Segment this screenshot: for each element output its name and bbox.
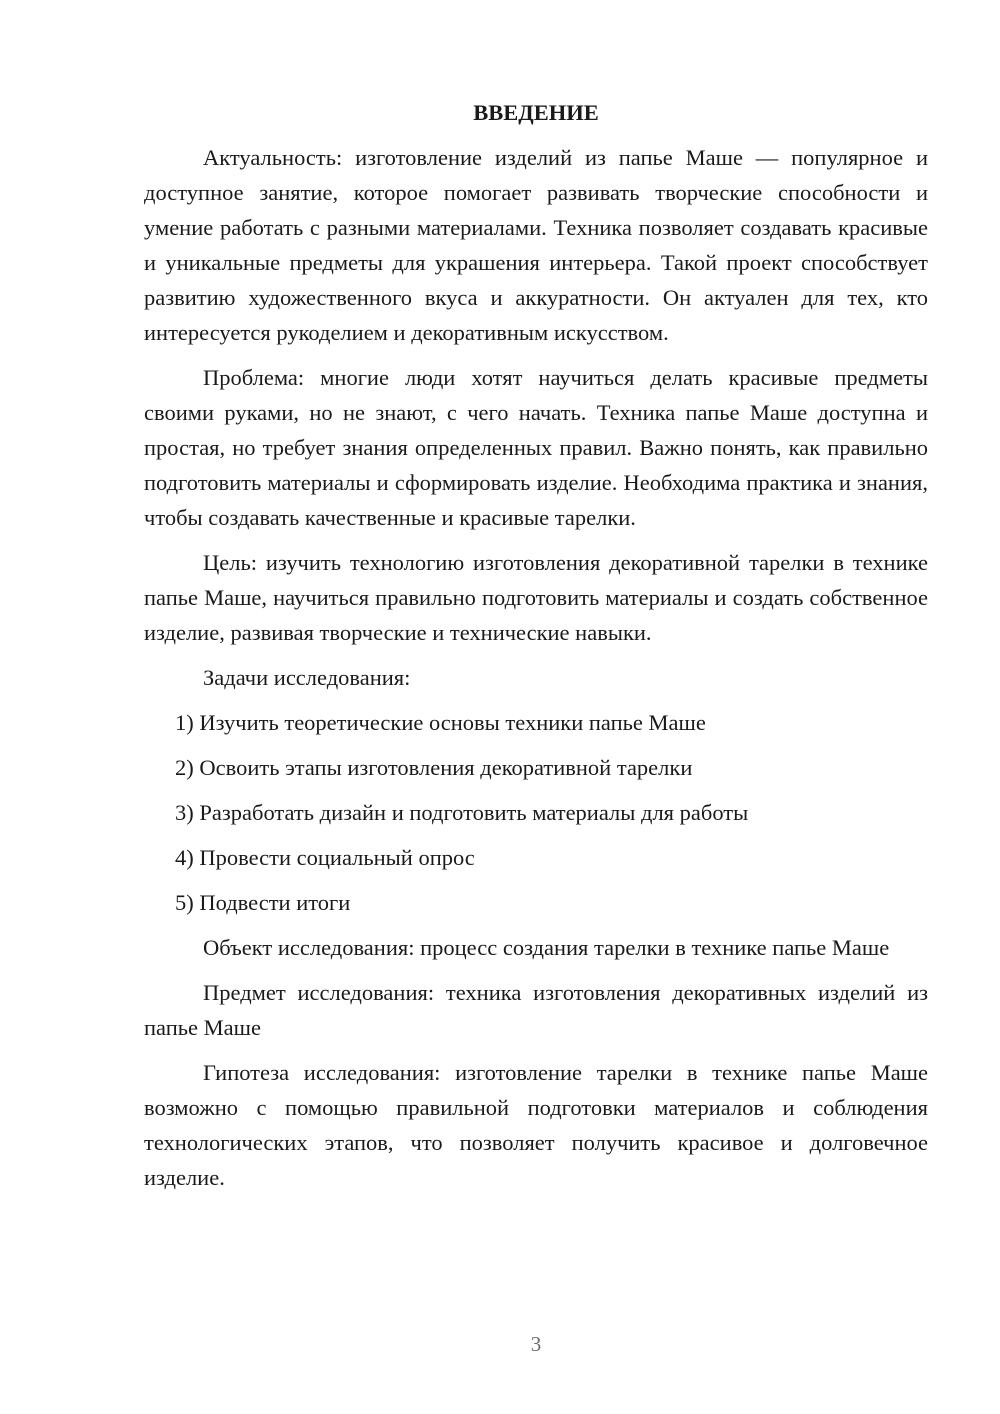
goal-paragraph: Цель: изучить технологию изготовления декоративной тарелки в технике папье Маше, научиться правильно подготовить материалы и создать собственное изделие, развивая творческие и технические навыки. [144,550,928,645]
hypothesis-paragraph: Гипотеза исследования: изготовление тарелки в технике папье Маше возможно с помощью правильной подготовки материалов и соблюдения технологических этапов, что позволяет получить красивое и долговечное изделие. [144,1060,928,1190]
tasks-heading: Задачи исследования: [203,665,411,690]
relevance-paragraph: Актуальность: изготовление изделий из папье Маше — популярное и доступное занятие, которое помогает развивать творческие способности и умение работать с разными материалами. Техника позволяет создавать красивые и уникальные предметы для украшения интерьера. Такой проект способствует развитию художественного вкуса и аккуратности. Он актуален для тех, кто интересуется рукоделием и декоративным искусством. [144,145,928,345]
tasks-list [144,705,928,920]
page-title: ВВЕДЕНИЕ [473,100,599,125]
task-item: 4) Провести социальный опрос [175,845,475,870]
page-number: 3 [530,1332,542,1356]
task-item: 2) Освоить этапы изготовления декоративной тарелки [175,755,693,780]
subject-paragraph: Предмет исследования: техника изготовления декоративных изделий из папье Маше [144,980,928,1040]
problem-paragraph: Проблема: многие люди хотят научиться делать красивые предметы своими руками, но не знают, с чего начать. Техника папье Маше доступна и простая, но требует знания определенных правил. Важно понять, как правильно подготовить материалы и сформировать изделие. Необходима практика и знания, чтобы создавать качественные и красивые тарелки. [144,365,928,530]
object-paragraph: Объект исследования: процесс создания тарелки в технике папье Маше [203,935,890,960]
task-item: 1) Изучить теоретические основы техники папье Маше [175,710,706,735]
task-item: 3) Разработать дизайн и подготовить материалы для работы [175,800,749,825]
document-page [144,95,928,1205]
task-item: 5) Подвести итоги [175,890,351,915]
